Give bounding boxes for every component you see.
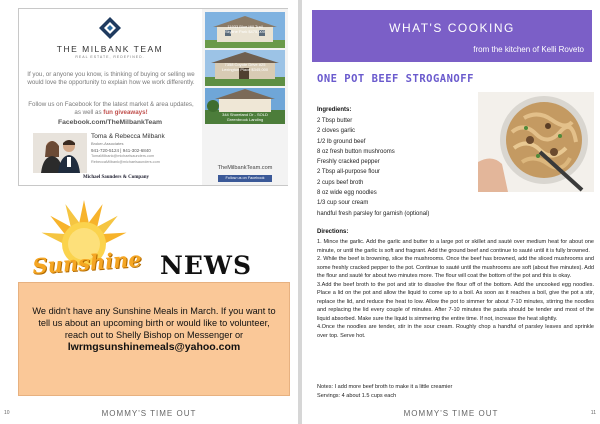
direction-step: 2. While the beef is browning, slice the mushrooms. Once the beef has browned, add the sliced mushrooms and some freshly cracked pepper to the pot. Continue to sauté until the mushrooms are soft (about five minutes). Add the flour and sauté for about two minutes more. The flour will coat the bottom of the pot and this is okay.	[317, 256, 594, 279]
agent-email-2[interactable]: RebeccaMilbank@michaelsaunders.com	[91, 160, 160, 164]
listing-photo-3	[205, 88, 285, 124]
footer-title-right: MOMMY'S TIME OUT	[403, 409, 499, 418]
sunshine-word: Sunshine	[31, 246, 143, 279]
page-number-right: 11	[590, 410, 596, 416]
whats-cooking-banner	[312, 10, 592, 62]
ingredient-item: 2 Tbsp butter	[317, 118, 353, 124]
team-tagline: REAL ESTATE, REDEFINED.	[75, 55, 145, 59]
directions-heading: Directions:	[317, 229, 349, 235]
ingredient-item: 1/2 lb ground beef	[317, 138, 366, 145]
ad-text-column	[19, 9, 201, 185]
listing-caption-3	[205, 112, 285, 122]
listing-1-price: Skyline Park $475,000	[224, 29, 266, 34]
milbank-team-ad	[18, 8, 288, 186]
ingredient-item: Freshly cracked pepper	[317, 159, 380, 166]
agent-role: Broker-Associates	[91, 141, 124, 146]
notice-email[interactable]: lwrmgsunshinemeals@yahoo.com	[67, 341, 241, 353]
ad-paragraph-facebook-text: Follow us on Facebook for the latest market & area updates, as well as	[28, 101, 194, 116]
direction-step: 4.Once the noodles are tender, stir in the sour cream. Roughly chop a handful of parsley leaves and sprinkle over top. Serve hot.	[317, 324, 594, 339]
brokerage-name: Michael Saunders & Company	[83, 175, 149, 180]
news-title: NEWS	[160, 251, 253, 280]
direction-step: 3.Add the beef broth to the pot and stir to dissolve the flour off of the bottom. Add the uncooked egg noodles. Place a lid on the pot and allow the liquid to come up to a boil. As soon as it reaches a boil, give the pot a stir, replace the lid, and reduce the heat to low. Allow the pot to simmer for about 7-10 minutes, stirring the noodles and replacing the lid every couple of minutes. After 7-10 minutes the pasta should be tender and most of the liquid absorbed. Make sure the liquid is simmering the entire time. If not, increase the heat slightly.	[317, 281, 594, 322]
stroganoff-photo	[478, 92, 594, 192]
ingredient-item: 2 cloves garlic	[317, 128, 356, 135]
listing-photo-1	[205, 12, 285, 48]
ad-paragraph-buying-selling: If you, or anyone you know, is thinking of buying or selling we would love the opportunity to explain how we work differently.	[27, 71, 195, 86]
milbank-logo-icon	[97, 15, 123, 41]
ingredient-item: 8 oz wide egg noodles	[317, 190, 377, 197]
agent-names: Toma & Rebecca Milbank	[91, 133, 165, 140]
servings-line: Servings: 4 about 1.5 cups each	[317, 392, 397, 399]
ingredient-item: 2 Tbsp all-purpose flour	[317, 169, 380, 176]
directions-text	[317, 238, 594, 340]
agent-phones: 941-720-5124 | 941-302-6840	[91, 148, 151, 153]
footer-title-left: MOMMY'S TIME OUT	[101, 409, 197, 418]
notes-line: Notes: I add more beef broth to make it a little creamier	[317, 384, 453, 390]
website-link[interactable]: TheMilbankTeam.com	[217, 165, 273, 171]
ingredient-item: 1/3 cup sour cream	[317, 200, 369, 207]
listing-1-address: 11933 Blue Hill Trail	[227, 24, 263, 29]
recipe-notes	[317, 383, 594, 400]
agents-photo	[33, 133, 87, 173]
ingredients-list	[317, 116, 475, 219]
page-number-left: 10	[4, 410, 10, 416]
team-name: THE MILBANK TEAM	[56, 44, 164, 54]
direction-step: 1. Mince the garlic. Add the garlic and butter to a large pot or skillet and sauté over medium heat for about one minute, or until the garlic is soft and fragrant. Add the ground beef and continue to sauté until it is fully browned.	[317, 239, 594, 254]
agent-contact-info	[91, 133, 199, 165]
listing-3-address: 344 Shoreland Dr - SOLD	[222, 112, 268, 117]
listing-photo-2	[205, 50, 285, 86]
listing-3-price: Greenbrook Landing	[226, 117, 264, 122]
listing-2-price: Lexington Place $345,000	[221, 67, 269, 72]
sunshine-meals-notice	[18, 282, 290, 396]
ad-paragraph-facebook	[25, 101, 197, 117]
facebook-link[interactable]: Facebook.com/TheMilbankTeam	[57, 119, 163, 126]
right-page	[302, 0, 600, 424]
left-page	[0, 0, 298, 424]
listing-2-address: 7358 Coyote Drive #25	[224, 62, 266, 67]
recipe-title: ONE POT BEEF STROGANOFF	[317, 73, 474, 85]
banner-subtitle: from the kitchen of Kelli Roveto	[473, 45, 584, 54]
notice-text: We didn't have any Sunshine Meals in March. If you want to tell us about an upcoming birth or would like to volunteer, reach out to Shelly Bishop on Messenger or	[32, 306, 276, 340]
agent-email-1[interactable]: TomaMilbank@michaelsaunders.com	[91, 154, 155, 158]
facebook-follow-button[interactable]: Follow us on Facebook	[218, 175, 272, 182]
listing-caption-2	[205, 62, 285, 72]
ingredients-heading: Ingredients:	[317, 107, 352, 113]
ingredient-item: handful fresh parsley for garnish (optional)	[317, 210, 430, 217]
ingredient-item: 8 oz fresh button mushrooms	[317, 148, 395, 155]
giveaways-highlight: fun giveaways!	[103, 109, 148, 116]
listing-caption-1	[205, 24, 285, 34]
ad-listings-column	[202, 9, 288, 185]
banner-title: WHAT'S COOKING	[389, 21, 515, 35]
ingredient-item: 2 cups beef broth	[317, 179, 364, 186]
